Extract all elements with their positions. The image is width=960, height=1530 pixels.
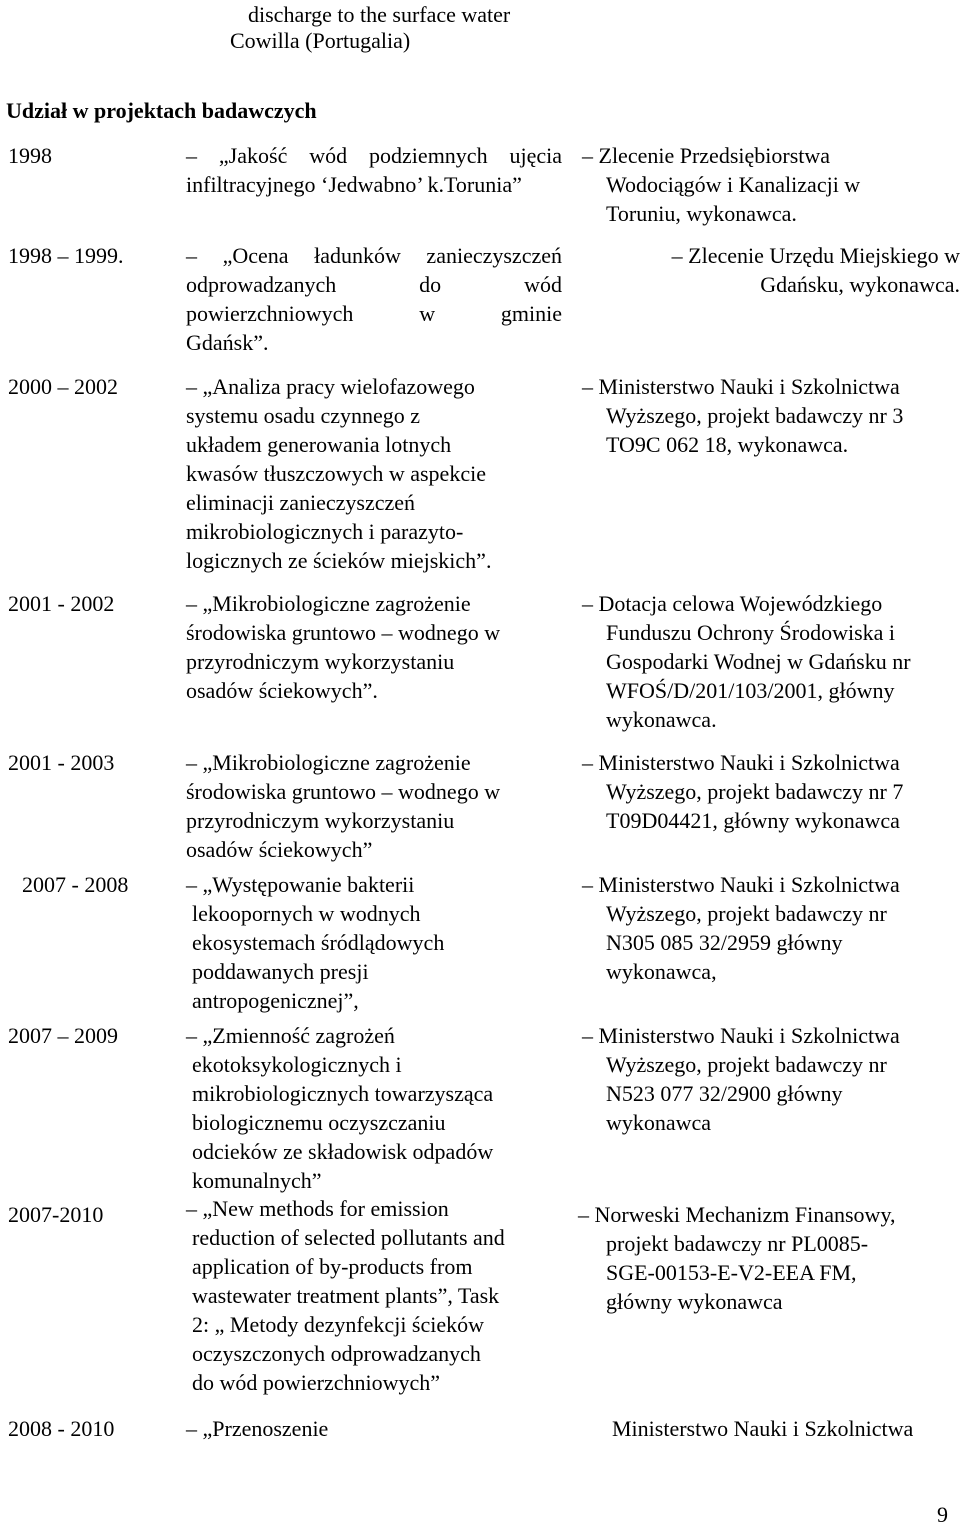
intro-line-1: discharge to the surface water <box>248 2 511 27</box>
project-sponsor-line: wykonawca, <box>606 959 717 984</box>
project-sponsor <box>582 241 960 299</box>
project-sponsor-line: – Dotacja celowa Wojewódzkiego <box>582 591 883 616</box>
project-sponsor-line: – Ministerstwo Nauki i Szkolnictwa <box>582 750 900 775</box>
project-sponsor <box>612 1414 913 1443</box>
project-sponsor-line: główny wykonawca <box>606 1289 783 1314</box>
section-title: Udział w projektach badawczych <box>6 98 317 123</box>
project-sponsor-line: Toruniu, wykonawca. <box>606 201 797 226</box>
project-title-line: ekosystemach śródlądowych <box>192 930 445 955</box>
project-sponsor <box>582 870 960 986</box>
project-years: 2008 - 2010 <box>8 1416 115 1441</box>
project-title-line: infiltracyjnego ‘Jedwabno’ k.Torunia” <box>186 172 522 197</box>
project-years: 1998 <box>8 143 52 168</box>
project-title-line: – „Występowanie bakterii <box>186 872 415 897</box>
project-title-line: osadów ściekowych”. <box>186 678 378 703</box>
project-title-line: lekoopornych w wodnych <box>192 901 421 926</box>
project-title-line: przyrodniczym wykorzystaniu <box>186 808 455 833</box>
project-title-line: – „Mikrobiologiczne zagrożenie <box>186 750 471 775</box>
project-title-line: biologicznemu oczyszczaniu <box>192 1110 446 1135</box>
project-title-line: – „New methods for emission <box>186 1196 449 1221</box>
project-title-line: – „Zmienność zagrożeń <box>186 1023 395 1048</box>
project-title <box>186 589 562 705</box>
project-sponsor-line: Gdańsku, wykonawca. <box>760 272 960 297</box>
project-sponsor-line: Wyższego, projekt badawczy nr 7 <box>606 779 904 804</box>
project-years: 1998 – 1999. <box>8 243 124 268</box>
project-title-line: eliminacji zanieczyszczeń <box>186 490 416 515</box>
project-title-line: oczyszczonych odprowadzanych <box>192 1341 481 1366</box>
project-years: 2007 – 2009 <box>8 1023 118 1048</box>
project-sponsor <box>582 1021 960 1137</box>
page-number: 9 <box>937 1502 948 1527</box>
project-title-line: – „Przenoszenie <box>186 1416 329 1441</box>
project-title-line: antropogenicznej”, <box>192 988 359 1013</box>
project-title <box>186 1021 562 1195</box>
project-years: 2001 - 2002 <box>8 591 115 616</box>
project-years: 2007 - 2008 <box>22 872 129 897</box>
project-sponsor-line: Wyższego, projekt badawczy nr 3 <box>606 403 904 428</box>
project-sponsor-line: Wyższego, projekt badawczy nr <box>606 901 887 926</box>
project-title <box>186 748 562 864</box>
project-sponsor-line: Funduszu Ochrony Środowiska i <box>606 620 896 645</box>
project-title-line: osadów ściekowych” <box>186 837 373 862</box>
project-years: 2000 – 2002 <box>8 374 118 399</box>
project-sponsor-line: Gospodarki Wodnej w Gdańsku nr <box>606 649 911 674</box>
project-title-line: powierzchniowych w gminie <box>186 301 562 326</box>
project-title-line: odprowadzanych do wód <box>186 272 562 297</box>
project-title-line: – „Ocena ładunków zanieczyszczeń <box>186 243 562 268</box>
project-title <box>186 870 562 1015</box>
project-sponsor-line: N523 077 32/2900 główny <box>606 1081 843 1106</box>
project-sponsor-line: – Zlecenie Urzędu Miejskiego w <box>671 243 960 268</box>
project-years: 2001 - 2003 <box>8 750 115 775</box>
project-title-line: – „Mikrobiologiczne zagrożenie <box>186 591 471 616</box>
project-title-line: odcieków ze składowisk odpadów <box>192 1139 494 1164</box>
project-sponsor <box>582 141 960 228</box>
project-title-line: logicznych ze ścieków miejskich”. <box>186 548 492 573</box>
project-sponsor <box>582 372 960 459</box>
project-sponsor-line: T09D04421, główny wykonawca <box>606 808 900 833</box>
project-sponsor-line: wykonawca. <box>606 707 717 732</box>
project-sponsor <box>582 589 960 734</box>
project-sponsor-line: projekt badawczy nr PL0085- <box>606 1231 869 1256</box>
project-sponsor-line: wykonawca <box>606 1110 712 1135</box>
project-sponsor-line: Ministerstwo Nauki i Szkolnictwa <box>612 1416 914 1441</box>
project-sponsor-line: TO9C 062 18, wykonawca. <box>606 432 849 457</box>
project-title-line: przyrodniczym wykorzystaniu <box>186 649 455 674</box>
project-sponsor <box>582 748 960 835</box>
project-sponsor-line: – Ministerstwo Nauki i Szkolnictwa <box>582 374 900 399</box>
project-sponsor-line: Wyższego, projekt badawczy nr <box>606 1052 887 1077</box>
project-title-line: komunalnych” <box>192 1168 322 1193</box>
intro-line-2: Cowilla (Portugalia) <box>230 28 411 53</box>
project-sponsor-line: WFOŚ/D/201/103/2001, główny <box>606 678 895 703</box>
project-sponsor-line: – Zlecenie Przedsiębiorstwa <box>582 143 831 168</box>
project-title-line: Gdańsk”. <box>186 330 269 355</box>
project-title <box>186 141 562 199</box>
project-years: 2007-2010 <box>8 1202 104 1227</box>
project-title <box>186 241 562 357</box>
project-title-line: ekotoksykologicznych i <box>192 1052 402 1077</box>
project-title-line: środowiska gruntowo – wodnego w <box>186 620 501 645</box>
project-title-line: application of by-products from <box>192 1254 473 1279</box>
project-sponsor-line: N305 085 32/2959 główny <box>606 930 843 955</box>
project-title <box>186 372 562 575</box>
project-title-line: reduction of selected pollutants and <box>192 1225 505 1250</box>
project-sponsor <box>578 1200 956 1316</box>
project-sponsor-line: – Norweski Mechanizm Finansowy, <box>578 1202 896 1227</box>
project-title <box>186 1194 562 1397</box>
project-title <box>186 1414 562 1443</box>
project-title-line: poddawanych presji <box>192 959 369 984</box>
project-title-line: mikrobiologicznych i parazyto- <box>186 519 464 544</box>
project-title-line: wastewater treatment plants”, Task <box>192 1283 500 1308</box>
project-title-line: – „Jakość wód podziemnych ujęcia <box>186 143 562 168</box>
project-title-line: środowiska gruntowo – wodnego w <box>186 779 501 804</box>
project-title-line: kwasów tłuszczowych w aspekcie <box>186 461 486 486</box>
project-sponsor-line: SGE-00153-E-V2-EEA FM, <box>606 1260 857 1285</box>
project-title-line: 2: „ Metody dezynfekcji ścieków <box>192 1312 485 1337</box>
project-title-line: systemu osadu czynnego z <box>186 403 420 428</box>
project-title-line: – „Analiza pracy wielofazowego <box>186 374 475 399</box>
project-sponsor-line: Wodociągów i Kanalizacji w <box>606 172 861 197</box>
project-sponsor-line: – Ministerstwo Nauki i Szkolnictwa <box>582 1023 900 1048</box>
project-sponsor-line: – Ministerstwo Nauki i Szkolnictwa <box>582 872 900 897</box>
project-title-line: mikrobiologicznych towarzysząca <box>192 1081 494 1106</box>
project-title-line: do wód powierzchniowych” <box>192 1370 441 1395</box>
project-title-line: układem generowania lotnych <box>186 432 452 457</box>
